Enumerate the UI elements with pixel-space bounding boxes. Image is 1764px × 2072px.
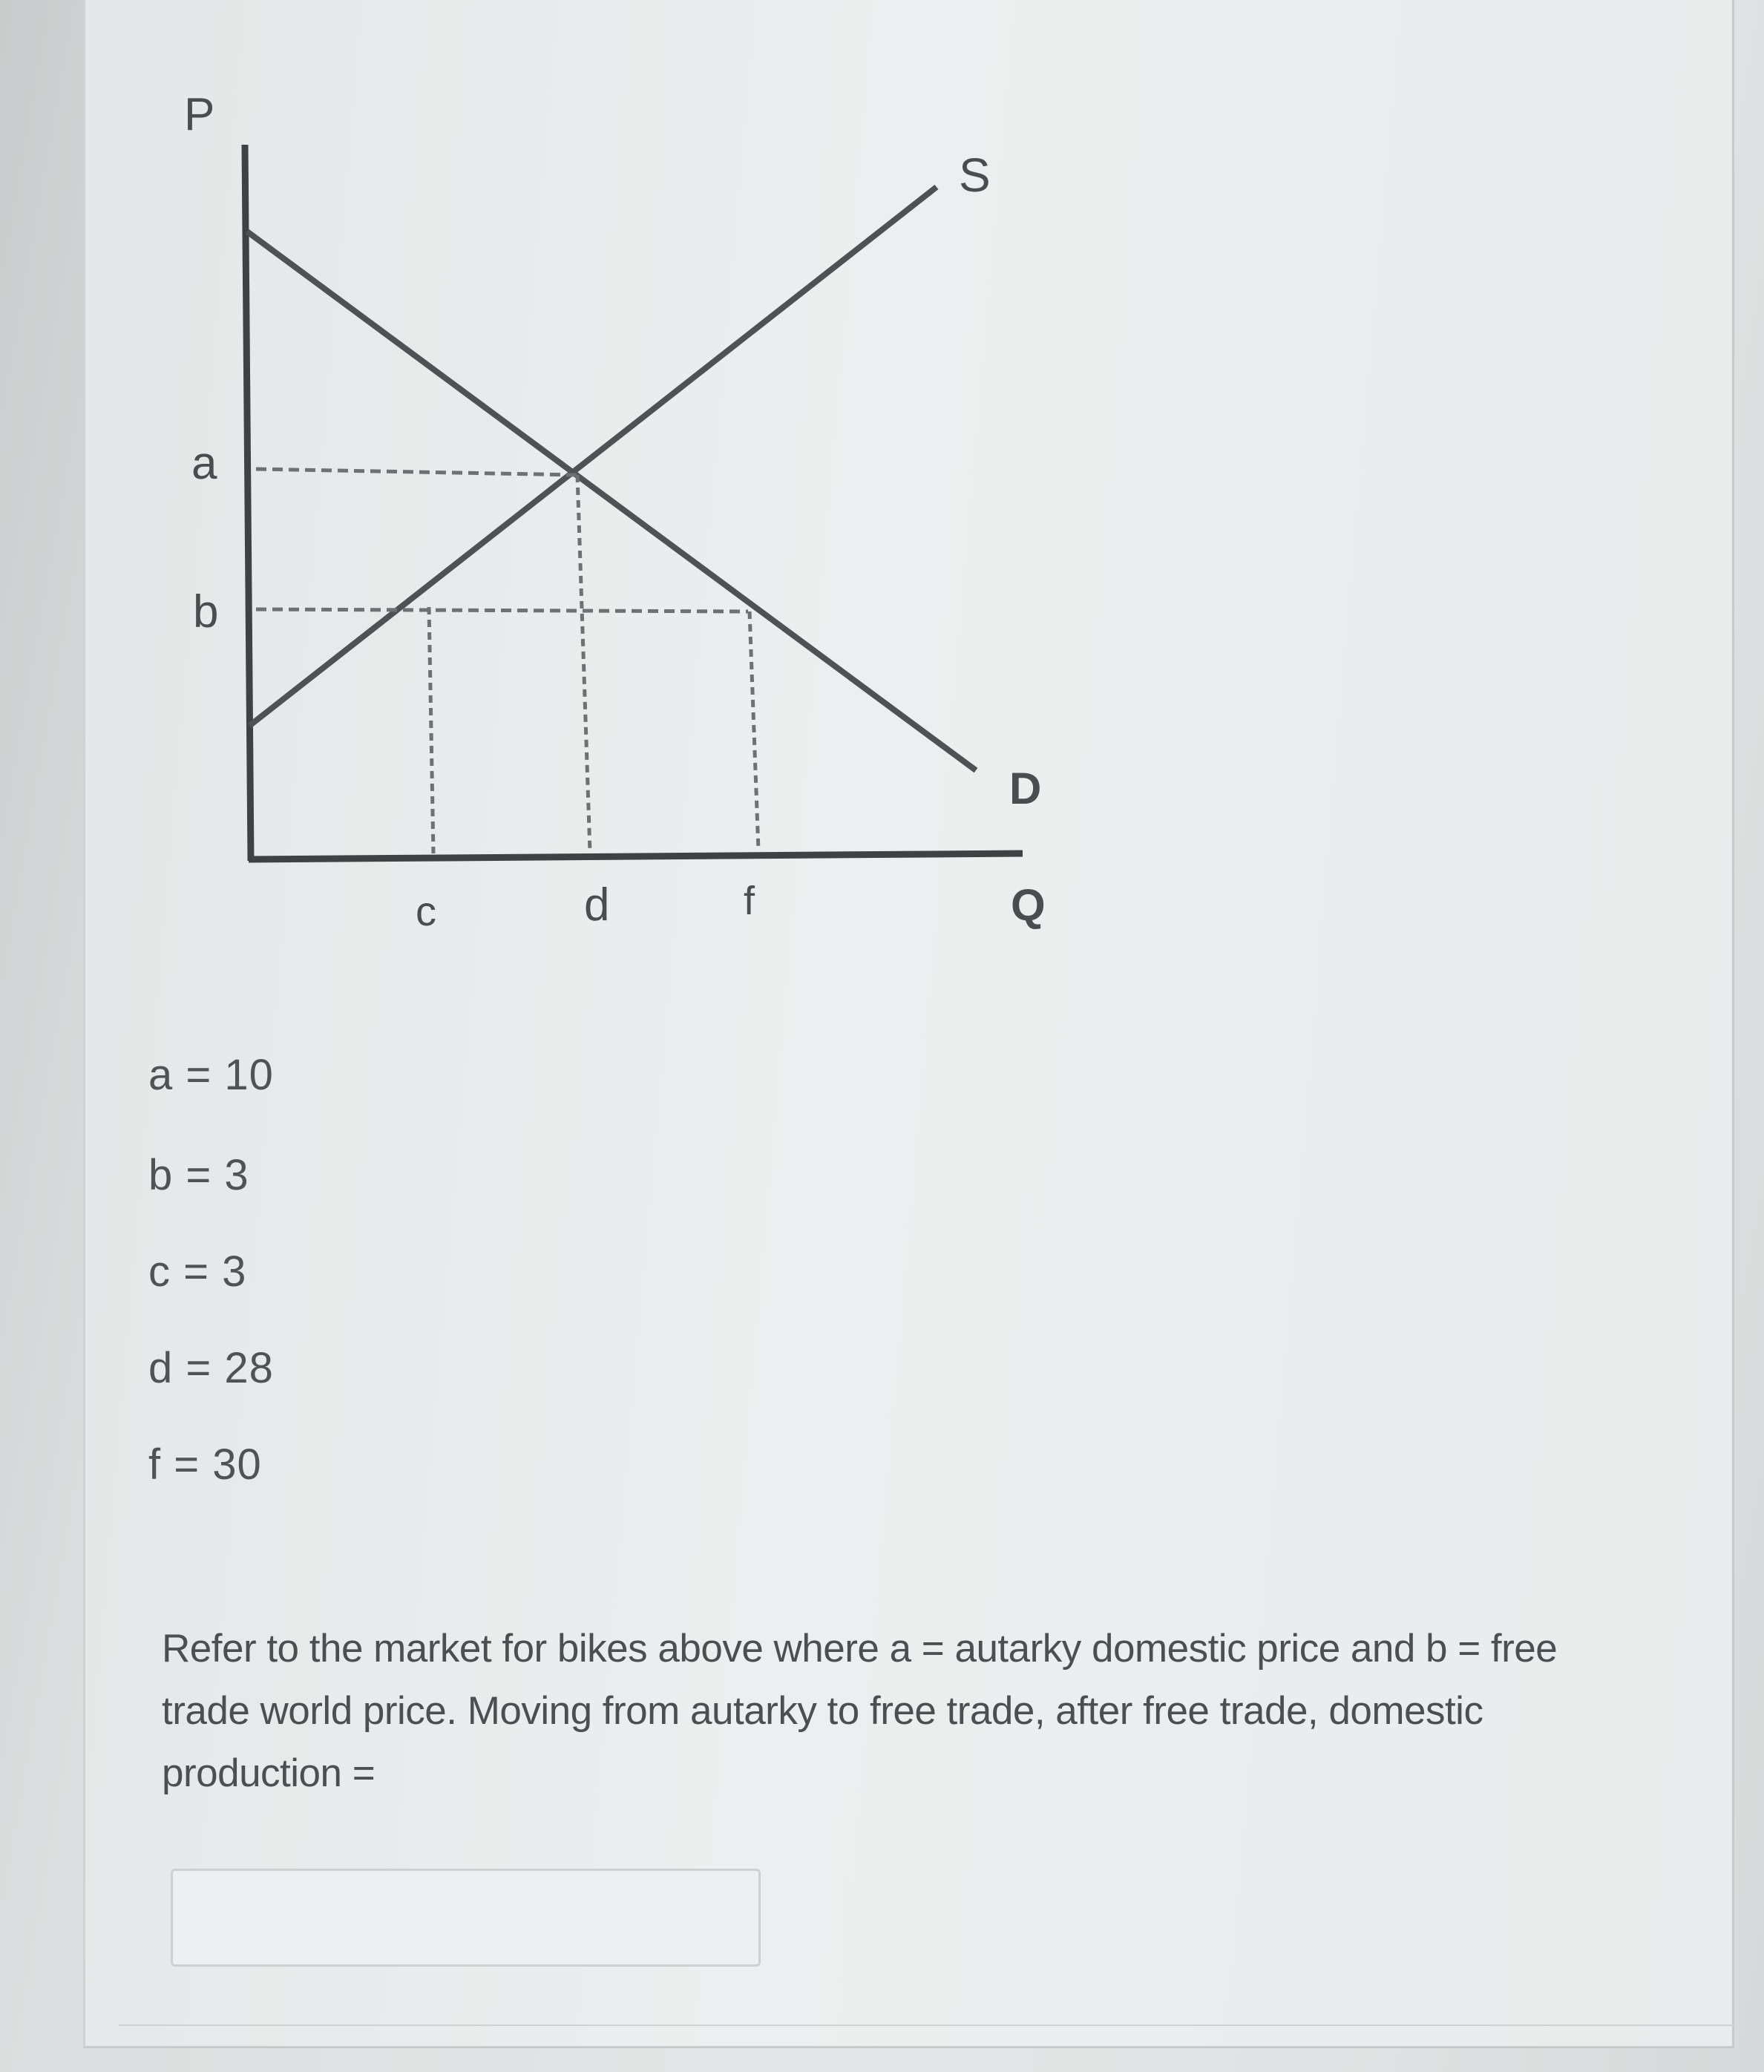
y-axis-label: P <box>184 89 215 140</box>
given-d: d = 28 <box>148 1344 274 1392</box>
quantity-c-guide <box>429 607 433 853</box>
demand-curve <box>247 232 976 770</box>
answer-input[interactable] <box>171 1869 761 1967</box>
supply-label: S <box>959 148 991 202</box>
price-label-b: b <box>193 586 219 637</box>
price-b-guide <box>256 609 748 612</box>
quantity-d-guide <box>577 475 590 852</box>
quantity-label-c: c <box>416 888 436 934</box>
given-a: a = 10 <box>148 1051 274 1099</box>
quantity-label-f: f <box>744 879 755 923</box>
given-f: f = 30 <box>148 1440 262 1489</box>
given-b: b = 3 <box>148 1151 249 1199</box>
price-a-guide <box>256 469 577 475</box>
x-axis-label: Q <box>1011 880 1046 930</box>
y-axis <box>245 145 251 861</box>
given-c: c = 3 <box>148 1248 247 1296</box>
x-axis <box>249 853 1023 859</box>
question-text: Refer to the market for bikes above where a = autarky domestic price and b = free trade world price. Moving from autarky to free trade, after free trade, domestic production = <box>162 1627 1558 1795</box>
supply-demand-chart <box>0 0 1764 965</box>
supply-curve <box>249 187 937 726</box>
quantity-f-guide <box>750 612 758 850</box>
demand-label: D <box>1009 764 1042 813</box>
price-label-a: a <box>191 438 217 489</box>
quantity-label-d: d <box>584 879 610 931</box>
